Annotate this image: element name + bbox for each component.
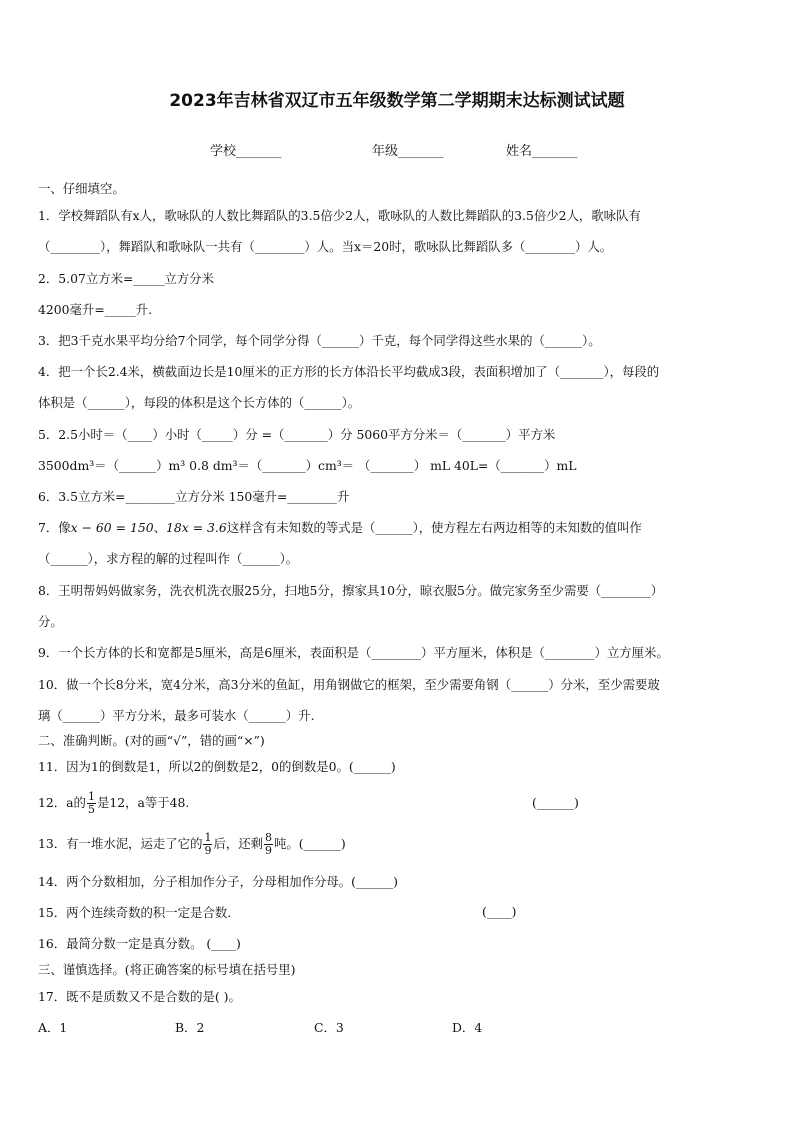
question-10-line-1: 10．做一个长8分米，宽4分米，高3分米的鱼缸，用角钢做它的框架，至少需要角钢（______）分米，至少需要玻: [38, 677, 660, 692]
question-6: 6．3.5立方米=________立方分米 150毫升=________升: [38, 489, 350, 504]
question-13: [38, 828, 346, 860]
fraction-denominator: 9: [265, 844, 273, 857]
section-1-heading: 一、仔细填空。: [38, 181, 125, 196]
question-4-line-2: 体积是（______），每段的体积是这个长方体的（______）。: [38, 395, 361, 410]
question-17: 17．既不是质数又不是合数的是( )。: [38, 989, 241, 1004]
question-12-answer-paren: (______): [532, 795, 579, 810]
name-field: 姓名_______: [506, 144, 578, 159]
question-16: 16．最简分数一定是真分数。 (____): [38, 936, 241, 951]
question-5-line-1: 5．2.5小时＝（____）小时（_____）分 =（_______）分 5060平方分米＝（_______）平方米: [38, 427, 556, 442]
question-7-suffix: 这样含有未知数的等式是（______），使方程左右两边相等的未知数的值叫作: [226, 520, 642, 535]
section-3-heading: 三、谨慎选择。(将正确答案的标号填在括号里): [38, 962, 296, 977]
section-2-heading: 二、准确判断。(对的画“√”，错的画“×”): [38, 733, 265, 748]
fraction-one-fifth: [87, 791, 96, 816]
question-12-suffix: 是12，a等于48.: [96, 795, 190, 810]
equation-separator: 、: [153, 520, 166, 535]
question-9: 9．一个长方体的长和宽都是5厘米，高是6厘米，表面积是（________）平方厘米，体积是（________）立方厘米。: [38, 645, 669, 660]
question-15-answer-paren: (____): [482, 904, 517, 919]
fraction-numerator: 1: [204, 831, 212, 844]
fraction-numerator: 1: [87, 790, 95, 803]
question-4-line-1: 4．把一个长2.4米，横截面边长是10厘米的正方形的长方体沿长平均截成3段，表面积增加了（_______），每段的: [38, 364, 660, 379]
question-15: 15．两个连续奇数的积一定是合数.: [38, 905, 232, 920]
equation-2: 18x = 3.6: [166, 520, 227, 535]
question-3: 3．把3千克水果平均分给7个同学，每个同学分得（______）千克，每个同学得这些水果的（______）。: [38, 333, 601, 348]
question-8-line-2: 分。: [38, 614, 63, 629]
option-d: D．4: [452, 1020, 483, 1035]
question-14: 14．两个分数相加，分子相加作分子，分母相加作分母。(______): [38, 874, 398, 889]
question-13-prefix: 13．有一堆水泥，运走了它的: [38, 836, 203, 851]
question-7-prefix: 7．像: [38, 520, 71, 535]
question-13-suffix: 吨。(______): [274, 836, 346, 851]
option-a: A．1: [38, 1020, 68, 1035]
question-1-line-2: （________），舞蹈队和歌咏队一共有（________）人。当x＝20时，歌咏队比舞蹈队多（________）人。: [38, 239, 613, 254]
fraction-eight-ninths: [264, 832, 273, 857]
question-2-line-1: 2．5.07立方米=_____立方分米: [38, 271, 214, 286]
question-12-prefix: 12．a的: [38, 795, 86, 810]
question-11: 11．因为1的倒数是1，所以2的倒数是2，0的倒数是0。(______): [38, 759, 396, 774]
option-c: C．3: [314, 1020, 344, 1035]
page-title: 2023年吉林省双辽市五年级数学第二学期期末达标测试试题: [169, 91, 625, 111]
equation-1: x − 60 = 150: [70, 520, 154, 535]
fraction-numerator: 8: [265, 831, 273, 844]
question-1-line-1: 1．学校舞蹈队有x人，歌咏队的人数比舞蹈队的3.5倍少2人，歌咏队的人数比舞蹈队的3.5倍少2人，歌咏队有: [38, 208, 641, 223]
question-2-line-2: 4200毫升=_____升.: [38, 302, 153, 317]
question-7-line-1: [38, 519, 642, 537]
question-12: [38, 788, 189, 818]
question-13-middle: 后，还剩: [213, 836, 264, 851]
school-field: 学校_______: [210, 144, 282, 159]
option-b: B．2: [175, 1020, 205, 1035]
fraction-denominator: 9: [204, 844, 212, 857]
question-8-line-1: 8．王明帮妈妈做家务，洗衣机洗衣服25分，扫地5分，擦家具10分，晾衣服5分。做完家务至少需要（________）: [38, 583, 664, 598]
fraction-one-ninth: [203, 832, 212, 857]
question-7-line-2: （______），求方程的解的过程叫作（______）。: [38, 551, 299, 566]
question-10-line-2: 璃（______）平方分米，最多可装水（______）升.: [38, 708, 315, 723]
fraction-denominator: 5: [87, 803, 95, 816]
question-5-line-2: 3500dm³＝（______）m³ 0.8 dm³＝（_______）cm³＝ （_______） mL 40L=（_______）mL: [38, 458, 577, 473]
grade-field: 年级_______: [372, 144, 444, 159]
